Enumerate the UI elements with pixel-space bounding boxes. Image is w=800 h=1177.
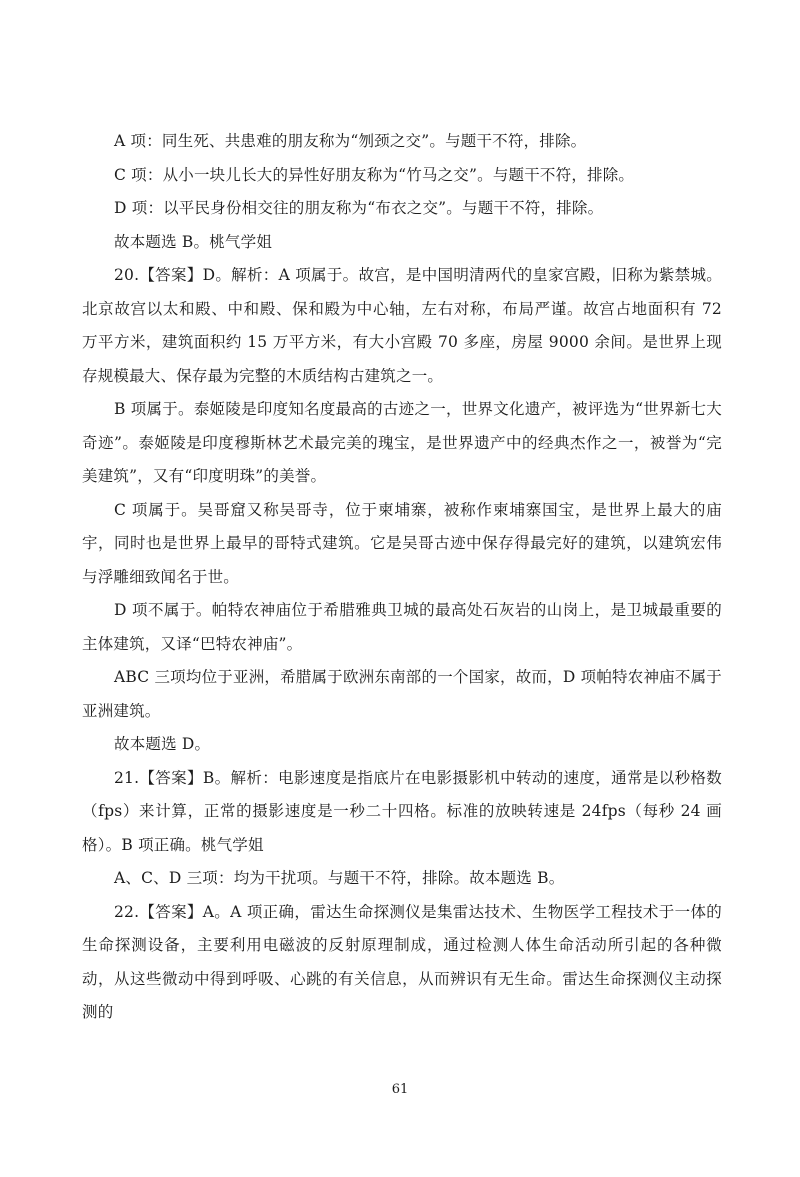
paragraph-20-option-c: C 项属于。吴哥窟又称吴哥寺，位于柬埔寨，被称作柬埔寨国宝，是世界上最大的庙宇，同时也是世界上最早的哥特式建筑。它是吴哥古迹中保存得最完好的建筑，以建筑宏伟与浮雕细致闻名于世。 [82,500,722,586]
paragraph-20-summary: ABC 三项均位于亚洲，希腊属于欧洲东南部的一个国家，故而，D 项帕特农神庙不属于亚洲建筑。 [82,668,722,720]
paragraph-conclusion-20: 故本题选 D。 [114,735,211,753]
paragraph-answer-20: 20.【答案】D。解析：A 项属于。故宫，是中国明清两代的皇家宫殿，旧称为紫禁城。北京故宫以太和殿、中和殿、保和殿为中心轴，左右对称，布局严谨。故宫占地面积有 72 万平方米，建筑面积约 15 万平方米，有大小宫殿 70 多座，房屋 9000 余间。是世界上现存规模最大、保存最为完整的木质结构古建筑之一。 [82,266,722,385]
paragraph-21-others: A、C、D 三项：均为干扰项。与题干不符，排除。故本题选 B。 [114,869,565,887]
page-number: 61 [391,1082,409,1097]
paragraph-option-a: A 项：同生死、共患难的朋友称为“刎颈之交”。与题干不符，排除。 [114,132,587,150]
paragraph-option-d: D 项：以平民身份相交往的朋友称为“布衣之交”。与题干不符，排除。 [114,199,604,217]
paragraph-answer-21: 21.【答案】B。解析：电影速度是指底片在电影摄影机中转动的速度，通常是以秒格数（fps）来计算，正常的摄影速度是一秒二十四格。标准的放映转速是 24fps（每秒 24 画格）。B 项正确。桃气学姐 [82,768,722,854]
paragraph-20-option-b: B 项属于。泰姬陵是印度知名度最高的古迹之一，世界文化遗产，被评选为“世界新七大奇迹”。泰姬陵是印度穆斯林艺术最完美的瑰宝，是世界遗产中的经典杰作之一，被誉为“完美建筑”，又有“印度明珠”的美誉。 [82,400,722,485]
paragraph-20-option-d: D 项不属于。帕特农神庙位于希腊雅典卫城的最高处石灰岩的山岗上，是卫城最重要的主体建筑，又译“巴特农神庙”。 [82,601,722,653]
paragraph-answer-22: 22.【答案】A。A 项正确，雷达生命探测仪是集雷达技术、生物医学工程技术于一体的生命探测设备，主要利用电磁波的反射原理制成，通过检测人体生命活动所引起的各种微动，从这些微动中得到呼吸、心跳的有关信息，从而辨识有无生命。雷达生命探测仪主动探测的 [82,902,722,1021]
paragraph-option-c: C 项：从小一块儿长大的异性好朋友称为“竹马之交”。与题干不符，排除。 [114,165,635,184]
paragraph-conclusion-19: 故本题选 B。桃气学姐 [114,232,273,251]
document-body [82,125,722,1030]
